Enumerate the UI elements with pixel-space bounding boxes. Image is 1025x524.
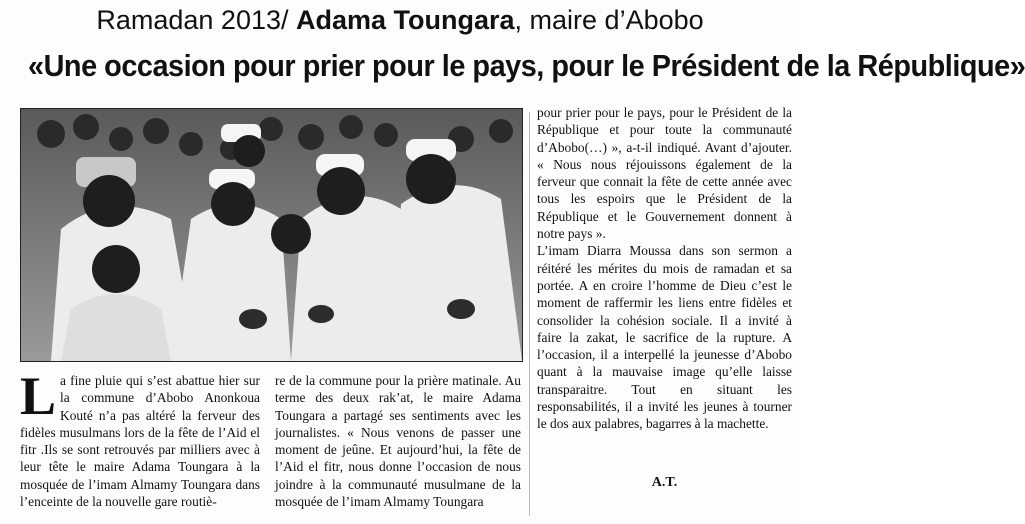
column-3-paragraph-2: L’imam Diarra Moussa dans son sermon a réitéré les mérites du mois de ramadan et sa portée. A en croire l’homme de Dieu c’est le moment de raffermir les liens entre fidèles et consolider la cohésion sociale. Il a invité à faire la zakat, le sacrifice de la rupture. A l’occasion, il a interpellé la jeunesse d’Abobo quant à la mauvaise image qu’elle laisse transparaitre. Tout en situant les responsabilités, il a invité les jeunes à tourner le dos aux palabres, bagarres à la machette. — [537, 243, 792, 432]
kicker-name: Adama Toungara — [296, 5, 515, 35]
kicker-suffix: , maire d’Abobo — [514, 5, 704, 35]
drop-cap: L — [20, 366, 57, 426]
column-2-text: re de la commune pour la prière matinale. Au terme des deux rak’at, le maire Adama Toungara a partagé ses sentiments avec les journalistes. « Nous venons de passer une moment de jeûne. Et aujourd’hui, la fête de l’Aid el fitr, nous donne l’occasion de nous joindre à la communauté musulmane de la mosquée de l’imam Almamy Toungara — [275, 373, 521, 510]
author-signature: A.T. — [651, 475, 678, 490]
article-headline: «Une occasion pour prier pour le pays, pour le Président de la République» — [28, 48, 1025, 83]
photo-crowd-illustration — [21, 109, 522, 361]
column-3-paragraph-1: pour prier pour le pays, pour le Président de la République et pour toute la communauté d’Abobo(…) », a-t-il indiqué. Avant d’ajouter. « Nous nous réjouissons également de la ferveur que connait la fête de cette année avec tous les espoirs que le Président de la République et le Gouvernement donnent à notre pays ». — [537, 105, 792, 242]
article-column-2 — [275, 372, 521, 510]
article-column-1 — [20, 366, 260, 510]
article-photo — [20, 108, 523, 362]
article-column-3 — [537, 104, 792, 433]
column-divider — [529, 112, 530, 516]
column-1-text: a fine pluie qui s’est abattue hier sur la commune d’Abobo Anonkoua Kouté n’a pas altéré la ferveur des fidèles musulmans lors de la fête de l’Aid el fitr .Ils se sont retrouvés par milliers avec à leur tête le maire Adama Toungara à la mosquée de l’imam Almamy Toungara dans l’enceinte de la nouvelle gare routiè- — [20, 373, 260, 510]
kicker-prefix: Ramadan 2013/ — [96, 5, 296, 35]
article-kicker — [0, 4, 800, 36]
